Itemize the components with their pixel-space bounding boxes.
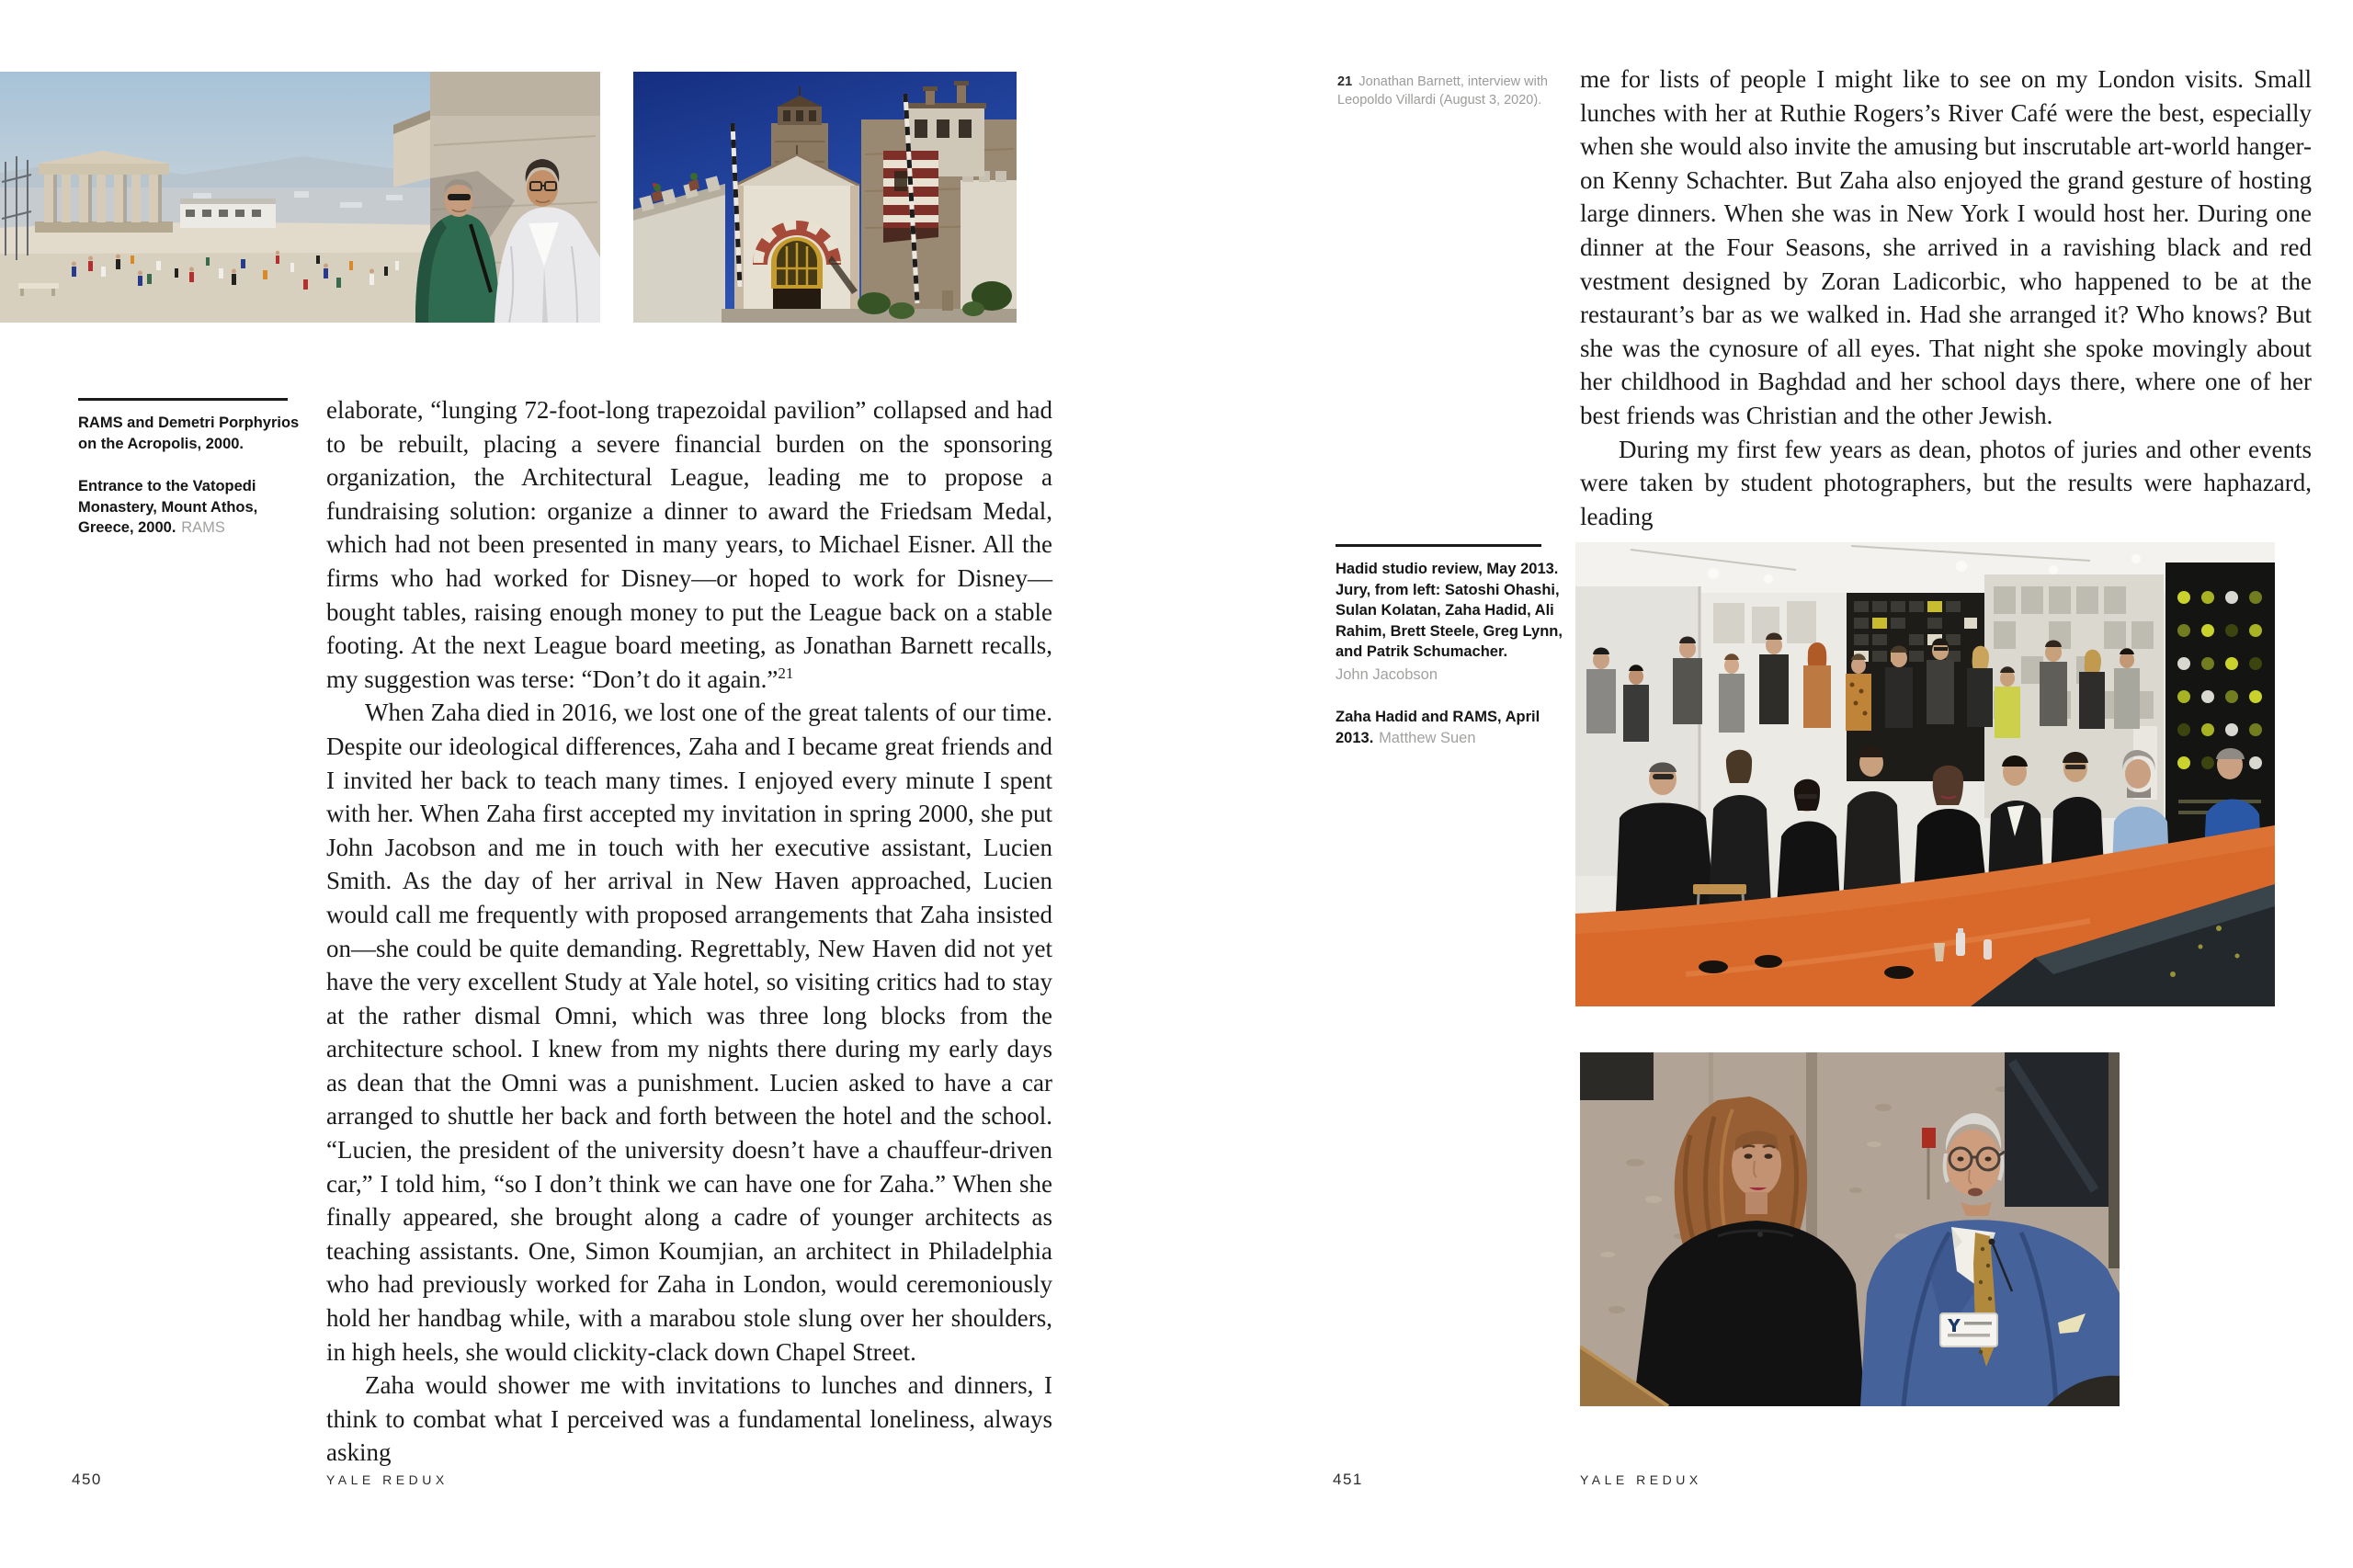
left-body-text [326,393,1052,1470]
page-number-right: 451 [1333,1471,1363,1488]
footnote-number: 21 [1337,74,1353,89]
running-footer-left: YALE REDUX [326,1472,449,1487]
body-paragraph: me for lists of people I might like to see on my London visits. Small lunches with her at Ruthie Rogers’s River Café were the best, especially when she would also invite the amusing but inscrutable art-world hanger-on Kenny Schachter. But Zaha also enjoyed the grand gesture of hosting large dinners. When she was in New York I would host her. During one dinner at the Four Seasons, she arrived in a ravishing black and red vestment designed by Zoran Ladicorbic, who happened to be at the restaurant’s bar as we walked in. Had she arranged it? Who knows? But she was the cynosure of all eyes. That night she spoke movingly about her childhood in Baghdad and her school days there, where one of her best friends was Christian and the other Jewish. [1580,65,2312,429]
caption-zaha-rams: Zaha Hadid and RAMS, April 2013. Matthew Suen [1336,709,1540,746]
right-body-text [1580,62,2312,533]
caption-rule [1336,544,1541,547]
running-footer-right: YALE REDUX [1580,1472,1702,1487]
body-paragraph: During my first few years as dean, photos of juries and other events were taken by student photographers, but the results were haphazard, leading [1580,435,2312,530]
margin-footnote [1337,74,1578,109]
caption-rule [78,398,288,401]
vatopedi-monastery-photo [633,72,1017,323]
acropolis-photo [0,72,600,323]
footnote-reference: 21 [778,664,794,682]
studio-review-photo [1575,542,2275,1006]
body-paragraph: When Zaha died in 2016, we lost one of the great talents of our time. Despite our ideological differences, Zaha and I became great friends and I invited her back to teach many times. I enjoyed every minute I spent with her. When Zaha first accepted my invitation in spring 2000, she put John Jacobson and me in touch with her executive assistant, Lucien Smith. As the day of her arrival in New Haven approached, Lucien would call me frequently with proposed arrangements that Zaha insisted on—she could be quite demanding. Regrettably, New Haven did not yet have the very excellent Study at Yale hotel, so visiting critics had to stay at the rather dismal Omni, which was three long blocks from the architecture school. I knew from my nights there during my early days as dean that the Omni was a punishment. Lucien asked to have a car arranged to shuttle her back and forth between the hotel and the school. “Lucien, the president of the university doesn’t have a chauffeur-driven car,” I told him, “so I don’t think we can have one for Zaha.” When she finally appeared, she brought along a cadre of younger architects as teaching assistants. One, Simon Koumjian, an architect in Philadelphia who had previously worked for Zaha in London, would ceremoniously hold her handbag while, with a marabou stole slung over her shoulders, in high heels, she would clickity-clack down Chapel Street. [326,699,1052,1366]
caption-studio-review: Hadid studio review, May 2013. Jury, from left: Satoshi Ohashi, Sulan Kolatan, Zaha Hadid, Ali Rahim, Brett Steele, Greg Lynn, and Patrik Schumacher. John Jacobson [1336,559,1567,685]
right-caption-block [1336,559,1567,770]
footnote-text: Jonathan Barnett, interview with Leopoldo Villardi (August 3, 2020). [1337,74,1548,108]
left-caption-block [78,413,310,561]
photo-credit: Matthew Suen [1379,729,1476,746]
page-number-left: 450 [72,1471,102,1488]
body-paragraph: elaborate, “lunging 72-foot-long trapezoidal pavilion” collapsed and had to be rebuilt, placing a severe financial burden on the sponsoring organization, the Architectural League, leading me to propose a fundraising solution: organize a dinner to award the Friedsam Medal, which had not been presented in many years, to Michael Eisner. All the firms who had worked for Disney—or hoped to work for Disney—bought tables, raising enough money to put the League back on a stable footing. At the next League board meeting, as Jonathan Barnett recalls, my suggestion was terse: “Don’t do it again.”$^{21}$ [326,396,1052,693]
photo-credit: John Jacobson [1336,665,1438,683]
body-paragraph: Zaha would shower me with invitations to lunches and dinners, I think to combat what I perceived was a fundamental loneliness, always asking [326,1371,1052,1467]
caption-vatopedi: Entrance to the Vatopedi Monastery, Mount Athos, Greece, 2000. RAMS [78,478,258,536]
photo-credit: RAMS [181,519,225,536]
zaha-rams-photo [1580,1052,2120,1406]
caption-acropolis: RAMS and Demetri Porphyrios on the Acropolis, 2000. [78,415,300,452]
